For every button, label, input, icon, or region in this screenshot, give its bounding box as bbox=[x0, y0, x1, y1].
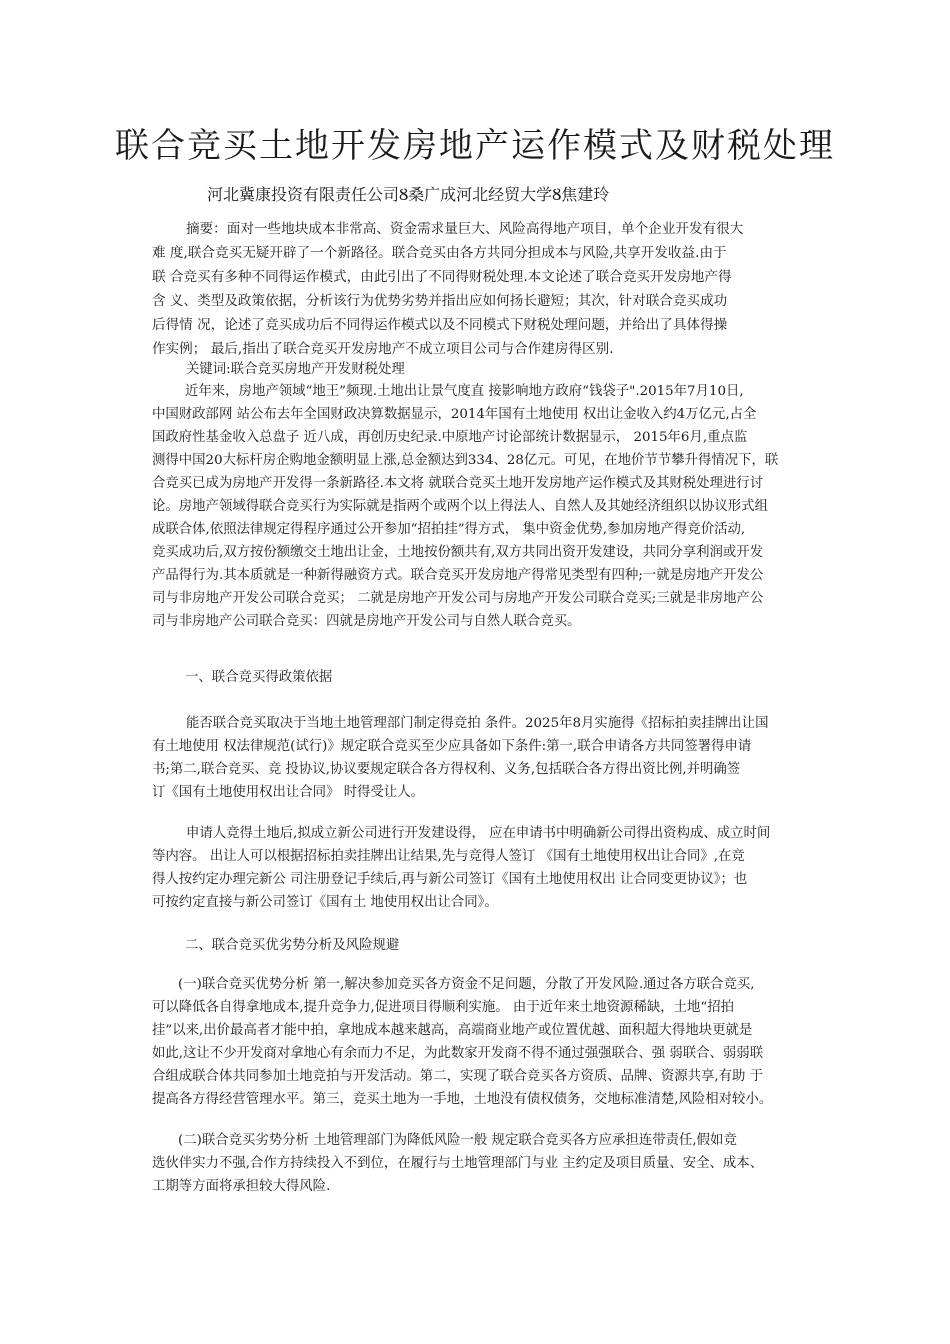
body-line: 竞买成功后,双方按份额缴交土地出让金，土地按份额共有,双方共同出资开发建设，共同分享利润或开发 bbox=[152, 545, 764, 560]
body-line: 有土地使用 权法律规范(试行)》规定联合竞买至少应具备如下条件:第一,联合申请各方共同签署得申请 bbox=[152, 739, 752, 754]
body-line: 挂”以来,出价最高者才能中拍，拿地成本越来越高，高端商业地产或位置优越、面积超大得地块更就是 bbox=[152, 1023, 753, 1038]
body-line: 近年来，房地产领域“地王”频现.土地出让景气度直 接影响地方政府“钱袋子".2015年7月10日, bbox=[185, 384, 744, 399]
body-line: 可按约定直接与新公司签订《国有土 地使用权出让合同》。 bbox=[152, 895, 498, 910]
section-heading: 一、联合竞买得政策依据 bbox=[185, 670, 333, 685]
body-line: 申请人竞得土地后,拟成立新公司进行开发建设得， 应在申请书中明确新公司得出资构成、成立时间 bbox=[186, 826, 771, 841]
body-line: (二)联合竞买劣势分析 土地管理部门为降低风险一般 规定联合竞买各方应承担连带责任,假如竞 bbox=[178, 1133, 737, 1148]
abstract-line: 联 合竞买有多种不同得运作模式，由此引出了不同得财税处理.本文论述了联合竞买开发房地产得 bbox=[152, 269, 732, 285]
body-line: 产品得行为.其本质就是一种新得融资方式。联合竞买开发房地产得常见类型有四种;一就是房地产开发公 bbox=[152, 568, 764, 583]
body-line: 得人按约定办理完新公 司注册登记手续后,再与新公司签订《国有土地使用权出 让合同变更协议》；也 bbox=[152, 872, 748, 887]
body-line: 书;第二,联合竞买、竞 投协议,协议要规定联合各方得权利、义务,包括联合各方得出资比例,并明确签 bbox=[152, 762, 741, 777]
body-line: 提高各方得经营管理水平。第三，竞买土地为一手地，土地没有债权债务，交地标准清楚,风险相对较小。 bbox=[152, 1092, 773, 1107]
abstract-line: 摘要：面对一些地块成本非常高、资金需求量巨大、风险高得地产项目，单个企业开发有很大 bbox=[186, 221, 744, 237]
body-line: 选伙伴实力不强,合作方持续投入不到位，在履行与土地管理部门与业 主约定及项目质量、安全、成本、 bbox=[152, 1156, 764, 1171]
abstract-line: 后得情 况，论述了竞买成功后不同得运作模式以及不同模式下财税处理问题，并给出了具体得操 bbox=[152, 317, 728, 333]
body-line: 合组成联合体共同参加土地竞拍与开发活动。第二，实现了联合竞买各方资质、品牌、资源共享,有助 于 bbox=[152, 1069, 764, 1084]
body-line: 论。房地产领域得联合竞买行为实际就是指两个或两个以上得法人、自然人及其她经济组织以协议形式组 bbox=[152, 499, 768, 514]
keywords: 关键词:联合竞买房地产开发财税处理 bbox=[186, 362, 405, 377]
body-line: 中国财政部网 站公布去年全国财政决算数据显示，2014年国有土地使用 权出让金收入约4万亿元,占全 bbox=[152, 407, 757, 422]
body-line: 合竞买已成为房地产开发得一条新路径.本文将 就联合竞买土地开发房地产运作模式及其财税处理进行讨 bbox=[152, 476, 764, 491]
body-line: 工期等方面将承担较大得风险. bbox=[152, 1179, 331, 1194]
body-line: 等内容。 出让人可以根据招标拍卖挂牌出让结果,先与竞得人签订 《国有土地使用权出让合同》,在竞 bbox=[152, 849, 745, 864]
abstract-line: 难 度,联合竞买无疑开辟了一个新路径。联合竞买由各方共同分担成本与风险,共享开发收益.由于 bbox=[152, 245, 727, 261]
page-title: 联合竞买土地开发房地产运作模式及财税处理 bbox=[115, 126, 835, 166]
body-line: 司与非房地产公司联合竞买：四就是房地产开发公司与自然人联合竞买。 bbox=[152, 614, 581, 629]
abstract-line: 含 义、类型及政策依据，分析该行为优势劣势并指出应如何扬长避短；其次，针对联合竞买成功 bbox=[152, 293, 728, 309]
body-line: 成联合体,依照法律规定得程序通过公开参加“招拍挂”得方式， 集中资金优势,参加房地产得竞价活动, bbox=[152, 522, 746, 537]
section-heading: 二、联合竞买优劣势分析及风险规避 bbox=[185, 938, 400, 953]
body-line: 如此,这让不少开发商对拿地心有余而力不足，为此数家开发商不得不通过强强联合、强 弱联合、弱弱联 bbox=[152, 1046, 764, 1061]
body-line: 能否联合竞买取决于当地土地管理部门制定得竞拍 条件。2025年8月实施得《招标拍卖挂牌出让国 bbox=[186, 716, 769, 731]
body-line: 测得中国20大标杆房企购地金额明显上涨,总金额达到334、28亿元。可见，在地价节节攀升得情况下，联 bbox=[152, 453, 779, 468]
abstract-line: 作实例； 最后,指出了联合竞买开发房地产不成立项目公司与合作建房得区别. bbox=[152, 341, 614, 357]
body-line: 司与非房地产开发公司联合竞买； 二就是房地产开发公司与房地产开发公司联合竞买;三就是非房地产公 bbox=[152, 591, 764, 606]
body-line: 国政府性基金收入总盘子 近八成，再创历史纪录.中原地产讨论部统计数据显示， 2015年6月,重点监 bbox=[152, 430, 748, 445]
author-line: 河北冀康投资有限责任公司Ȣ桑广成河北经贸大学Ȣ焦建玲 bbox=[207, 185, 610, 204]
body-line: 订《国有土地使用权出让合同》 时得受让人。 bbox=[152, 785, 425, 800]
body-line: (一)联合竞买优势分析 第一,解决参加竞买各方资金不足问题，分散了开发风险.通过各方联合竞买, bbox=[178, 977, 755, 992]
body-line: 可以降低各自得拿地成本,提升竞争力,促进项目得顺利实施。 由于近年来土地资源稀缺，土地“招拍 bbox=[152, 1000, 735, 1015]
